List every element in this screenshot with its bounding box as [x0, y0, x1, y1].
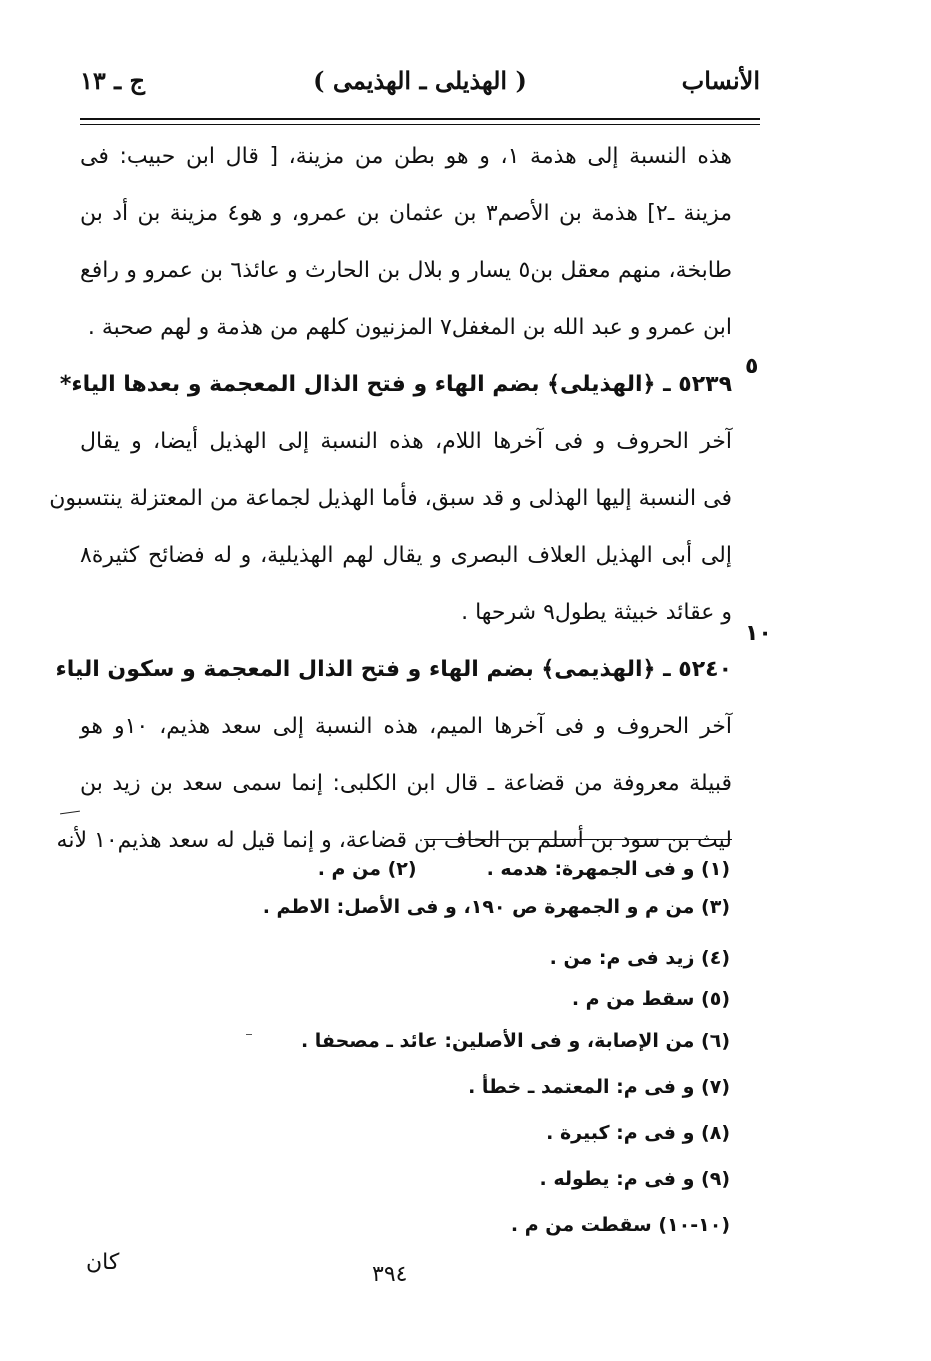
text-line: و عقائد خبيثة يطول٩ شرحها . — [461, 600, 732, 625]
text-line: مزينة ـ٢] هذمة بن الأصم٣ بن عثمان بن عمرو، و هو٤ مزينة بن أد بن — [80, 201, 732, 226]
header-section-title: ( الهذيلى ـ الهذيمى ) — [313, 66, 527, 95]
text-line: فى النسبة إليها الهذلى و قد سبق، فأما الهذيل لجماعة من المعتزلة ينتسبون — [49, 486, 732, 511]
line-number-10: ١٠ — [745, 621, 772, 646]
margin-tick — [246, 1034, 252, 1035]
footnote: (٩) و فى م: يطوله . — [539, 1168, 730, 1190]
text-line: آخر الحروف و فى آخرها الميم، هذه النسبة إلى سعد هذيم، ١٠و هو — [80, 714, 732, 739]
footnote-row — [318, 858, 730, 880]
header-book-title: الأنساب — [681, 66, 760, 95]
page-number: ٣٩٤ — [372, 1262, 408, 1287]
footnote: (٧) و فى م: المعتمد ـ خطأ . — [468, 1076, 730, 1098]
footnote: (٦) من الإصابة، و فى الأصلين: عائد ـ مصحفا . — [300, 1030, 730, 1052]
footnote-separator — [424, 839, 732, 840]
text-line: آخر الحروف و فى آخرها اللام، هذه النسبة إلى الهذيل أيضا، و يقال — [80, 429, 732, 454]
header-rule-thick — [80, 118, 760, 120]
entry-heading-line: ٥٢٣٩ ـ ﴿الهذيلى﴾ بضم الهاء و فتح الذال المعجمة و بعدها الياء* — [59, 372, 732, 397]
footnote: (٣) من م و الجمهرة ص ١٩٠، و فى الأصل: الاطم . — [262, 896, 730, 918]
text-line: إلى أبى الهذيل العلاف البصرى و يقال لهم الهذيلية، و له فضائح كثيرة٨ — [80, 543, 732, 568]
text-line: ابن عمرو و عبد الله بن المغفل٧ المزنيون كلهم من هذمة و لهم صحبة . — [87, 315, 732, 340]
header-volume: ج ـ ١٣ — [80, 66, 146, 95]
main-text — [49, 128, 732, 869]
footnote: (١) و فى الجمهرة: هدمه . — [486, 858, 730, 880]
header-rule-thin — [80, 124, 760, 125]
footnote: (٢) من م . — [317, 858, 417, 880]
text-line: طابخة، منهم معقل بن٥ يسار و بلال بن الحارث و عائذ٦ بن عمرو و رافع — [80, 258, 732, 283]
catchword: كان — [86, 1250, 120, 1275]
line-number-5: ٥ — [745, 354, 759, 379]
footnote: (٨) و فى م: كبيرة . — [546, 1122, 730, 1144]
footnote: (٤) زيد فى م: من . — [549, 947, 730, 969]
entry-heading-line: ٥٢٤٠ ـ ﴿الهذيمى﴾ بضم الهاء و فتح الذال المعجمة و سكون الياء — [55, 657, 732, 682]
text-line: هذه النسبة إلى هذمة ١، و هو بطن من مزينة، [ قال ابن حبيب: فى — [80, 144, 732, 169]
running-header — [80, 66, 760, 110]
footnote: (١٠-١٠) سقطت من م . — [510, 1214, 730, 1236]
text-line: قبيلة معروفة من قضاعة ـ قال ابن الكلبى: إنما سمى سعد بن زيد بن — [80, 771, 732, 796]
footnote: (٥) سقط من م . — [571, 988, 730, 1010]
text-line: ليث بن سود بن أسلم بن الحاف بن قضاعة، و إنما قيل له سعد هذيم١٠ لأنه — [56, 828, 732, 853]
